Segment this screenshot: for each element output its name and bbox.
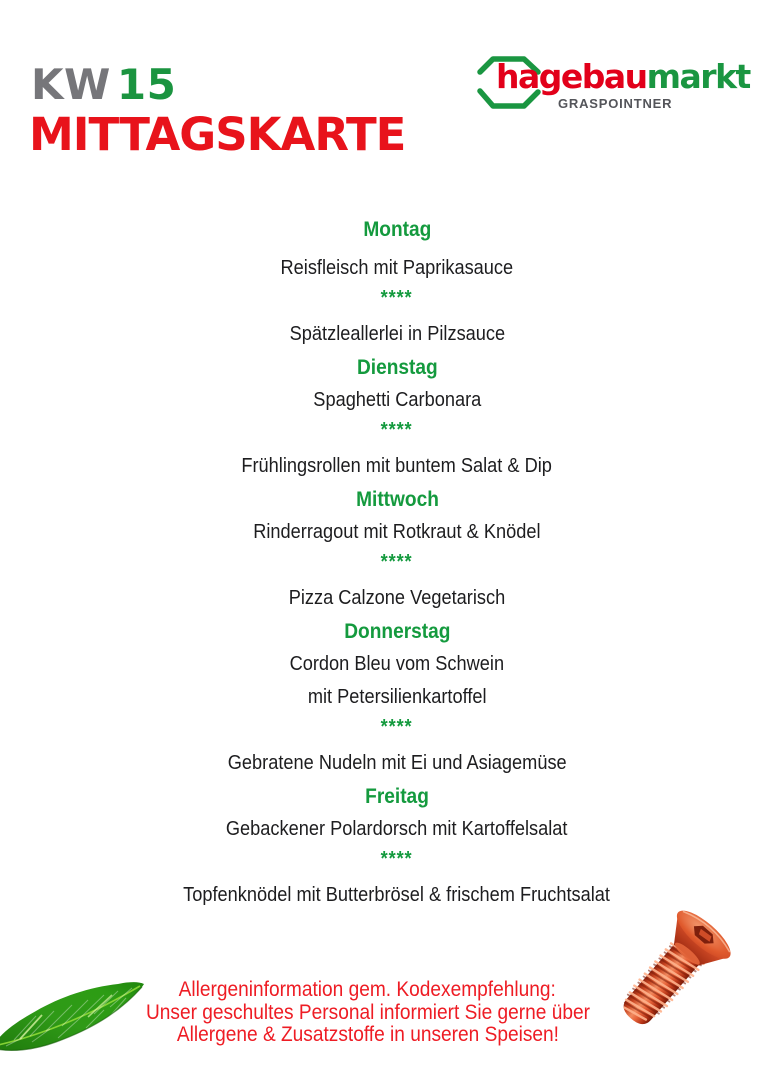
leaf-image bbox=[0, 976, 152, 1066]
menu-dish: Cordon Bleu vom Schwein bbox=[289, 653, 505, 675]
menu-separator: **** bbox=[381, 716, 413, 738]
menu-dish: Spätzleallerlei in Pilzsauce bbox=[289, 323, 505, 345]
menu-dish: Frühlingsrollen mit buntem Salat & Dip bbox=[241, 455, 553, 477]
menu-separator: **** bbox=[381, 419, 413, 441]
logo-wordmark bbox=[496, 57, 750, 96]
allergen-line: Allergeninformation gem. Kodexempfehlung: bbox=[178, 978, 557, 1001]
menu-day-header: Donnerstag bbox=[343, 620, 451, 643]
menu-separator: **** bbox=[381, 848, 413, 870]
menu-day-header: Mittwoch bbox=[355, 488, 439, 511]
logo-text-hagebau: hagebau bbox=[496, 57, 647, 96]
allergen-line: Allergene & Zusatzstoffe in unseren Speisen! bbox=[176, 1023, 559, 1046]
menu-dish: Spaghetti Carbonara bbox=[313, 389, 481, 411]
logo-text-markt: markt bbox=[646, 57, 750, 96]
menu-separator: **** bbox=[381, 287, 413, 309]
menu-dish: Gebratene Nudeln mit Ei und Asiagemüse bbox=[227, 752, 567, 774]
allergen-line: Unser geschultes Personal informiert Sie gerne über bbox=[145, 1000, 590, 1024]
menu-dish: Reisfleisch mit Paprikasauce bbox=[280, 257, 514, 279]
menu-list bbox=[26, 213, 768, 912]
week-line bbox=[31, 62, 176, 108]
menu-dish: Rinderragout mit Rotkraut & Knödel bbox=[253, 521, 541, 543]
menu-dish: Topfenknödel mit Butterbrösel & frischem Fruchtsalat bbox=[183, 884, 611, 906]
menu-day-header: Dienstag bbox=[356, 356, 438, 379]
week-number: 15 bbox=[116, 60, 177, 109]
screw-image bbox=[590, 880, 768, 1040]
logo-subtitle: GRASPOINTNER bbox=[558, 96, 673, 111]
menu-dish: mit Petersilienkartoffel bbox=[307, 686, 487, 708]
allergen-note bbox=[110, 979, 625, 1047]
menu-day-header: Freitag bbox=[365, 785, 429, 808]
menu-dish: Gebackener Polardorsch mit Kartoffelsalat bbox=[226, 818, 568, 840]
hagebaumarkt-logo bbox=[476, 50, 750, 118]
week-label: KW bbox=[31, 60, 111, 109]
page-title: MITTAGSKARTE bbox=[29, 108, 406, 161]
menu-separator: **** bbox=[381, 551, 413, 573]
menu-dish: Pizza Calzone Vegetarisch bbox=[288, 587, 506, 609]
menu-day-header: Montag bbox=[363, 218, 431, 241]
